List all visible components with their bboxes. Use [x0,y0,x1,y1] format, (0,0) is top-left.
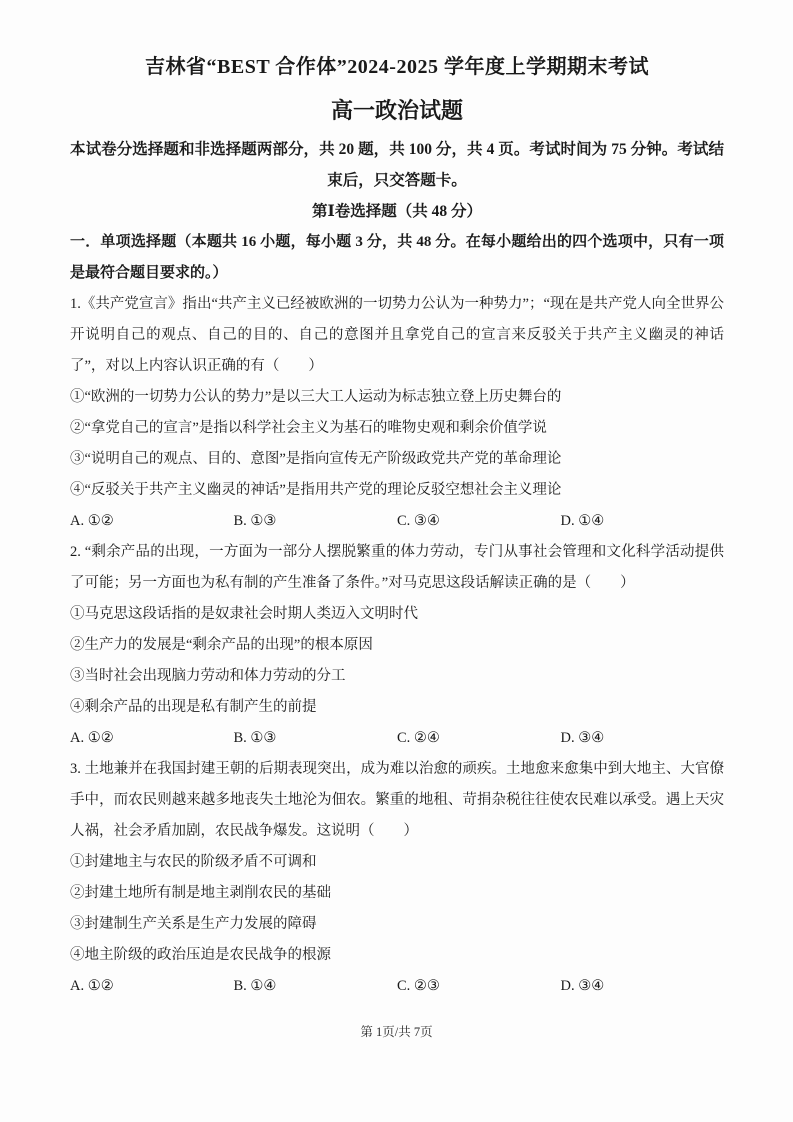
question-2-statement-1: ①马克思这段话指的是奴隶社会时期人类迈入文明时代 [70,606,418,622]
exam-instructions: 本试卷分选择题和非选择题两部分，共 20 题，共 100 分，共 4 页。考试时间为 75 分钟。考试结束后，只交答题卡。 [70,141,724,189]
question-2 [70,537,724,754]
exam-subtitle: 高一政治试题 [330,98,463,123]
question-2-statement-3: ③当时社会出现脑力劳动和体力劳动的分工 [70,668,346,684]
section1-header: 一．单项选择题（本题共 16 小题，每小题 3 分，共 48 分。在每小题给出的四个选项中，只有一项是最符合题目要求的。） [70,234,724,281]
question-2-choice-d: D. ③④ [560,730,605,746]
part1-header: 第Ⅰ卷选择题（共 48 分） [311,203,482,220]
question-3-statement-1: ①封建地主与农民的阶级矛盾不可调和 [70,854,317,870]
question-1-choice-c: C. ③④ [397,513,440,529]
question-2-choice-c: C. ②④ [397,730,440,746]
question-2-statement-2: ②生产力的发展是“剩余产品的出现”的根本原因 [70,637,373,653]
question-3-choice-c: C. ②③ [397,978,440,994]
question-3-stem: 3. 土地兼并在我国封建王朝的后期表现突出，成为难以治愈的顽疾。土地愈来愈集中到大地主、大官僚手中，而农民则越来越多地丧失土地沦为佃农。繁重的地租、苛捐杂税往往使农民难以承受。遇上天灾人祸，社会矛盾加剧，农民战争爆发。这说明（ ） [70,761,724,839]
question-1-statement-3: ③“说明自己的观点、目的、意图”是指向宣传无产阶级政党共产党的革命理论 [70,451,562,467]
exam-title: 吉林省“BEST 合作体”2024-2025 学年度上学期期末考试 [145,56,649,78]
question-1 [70,289,724,537]
question-3 [70,754,724,1002]
question-2-stem: 2. “剩余产品的出现，一方面为一部分人摆脱繁重的体力劳动，专门从事社会管理和文化科学活动提供了可能；另一方面也为私有制的产生准备了条件。”对马克思这段话解读正确的是（ ） [70,544,724,591]
question-2-choice-a: A. ①② [70,730,114,746]
question-3-choices-row [70,971,724,1002]
question-1-statement-2: ②“拿党自己的宣言”是指以科学社会主义为基石的唯物史观和剩余价值学说 [70,420,547,436]
question-1-statement-4: ④“反驳关于共产主义幽灵的神话”是指用共产党的理论反驳空想社会主义理论 [70,482,562,498]
page-number: 第 1页/共 7页 [360,1025,433,1039]
question-3-choice-b: B. ①④ [233,978,277,994]
question-3-statement-2: ②封建土地所有制是地主剥削农民的基础 [70,885,331,901]
question-2-statement-4: ④剩余产品的出现是私有制产生的前提 [70,699,317,715]
question-3-statement-3: ③封建制生产关系是生产力发展的障碍 [70,916,317,932]
question-1-statement-1: ①“欧洲的一切势力公认的势力”是以三大工人运动为标志独立登上历史舞台的 [70,389,562,405]
question-3-choice-a: A. ①② [70,978,114,994]
question-2-choice-b: B. ①③ [233,730,277,746]
question-1-choice-b: B. ①③ [233,513,277,529]
question-1-choice-a: A. ①② [70,513,114,529]
question-3-statement-4: ④地主阶级的政治压迫是农民战争的根源 [70,947,331,963]
question-2-choices-row [70,723,724,754]
question-1-choice-d: D. ①④ [560,513,605,529]
question-1-choices-row [70,506,724,537]
question-3-choice-d: D. ③④ [560,978,605,994]
question-1-stem: 1.《共产党宣言》指出“共产主义已经被欧洲的一切势力公认为一种势力”；“现在是共产党人向全世界公开说明自己的观点、自己的目的、自己的意图并且拿党自己的宣言来反驳关于共产主义幽灵的神话了”，对以上内容认识正确的有（ ） [70,296,724,374]
